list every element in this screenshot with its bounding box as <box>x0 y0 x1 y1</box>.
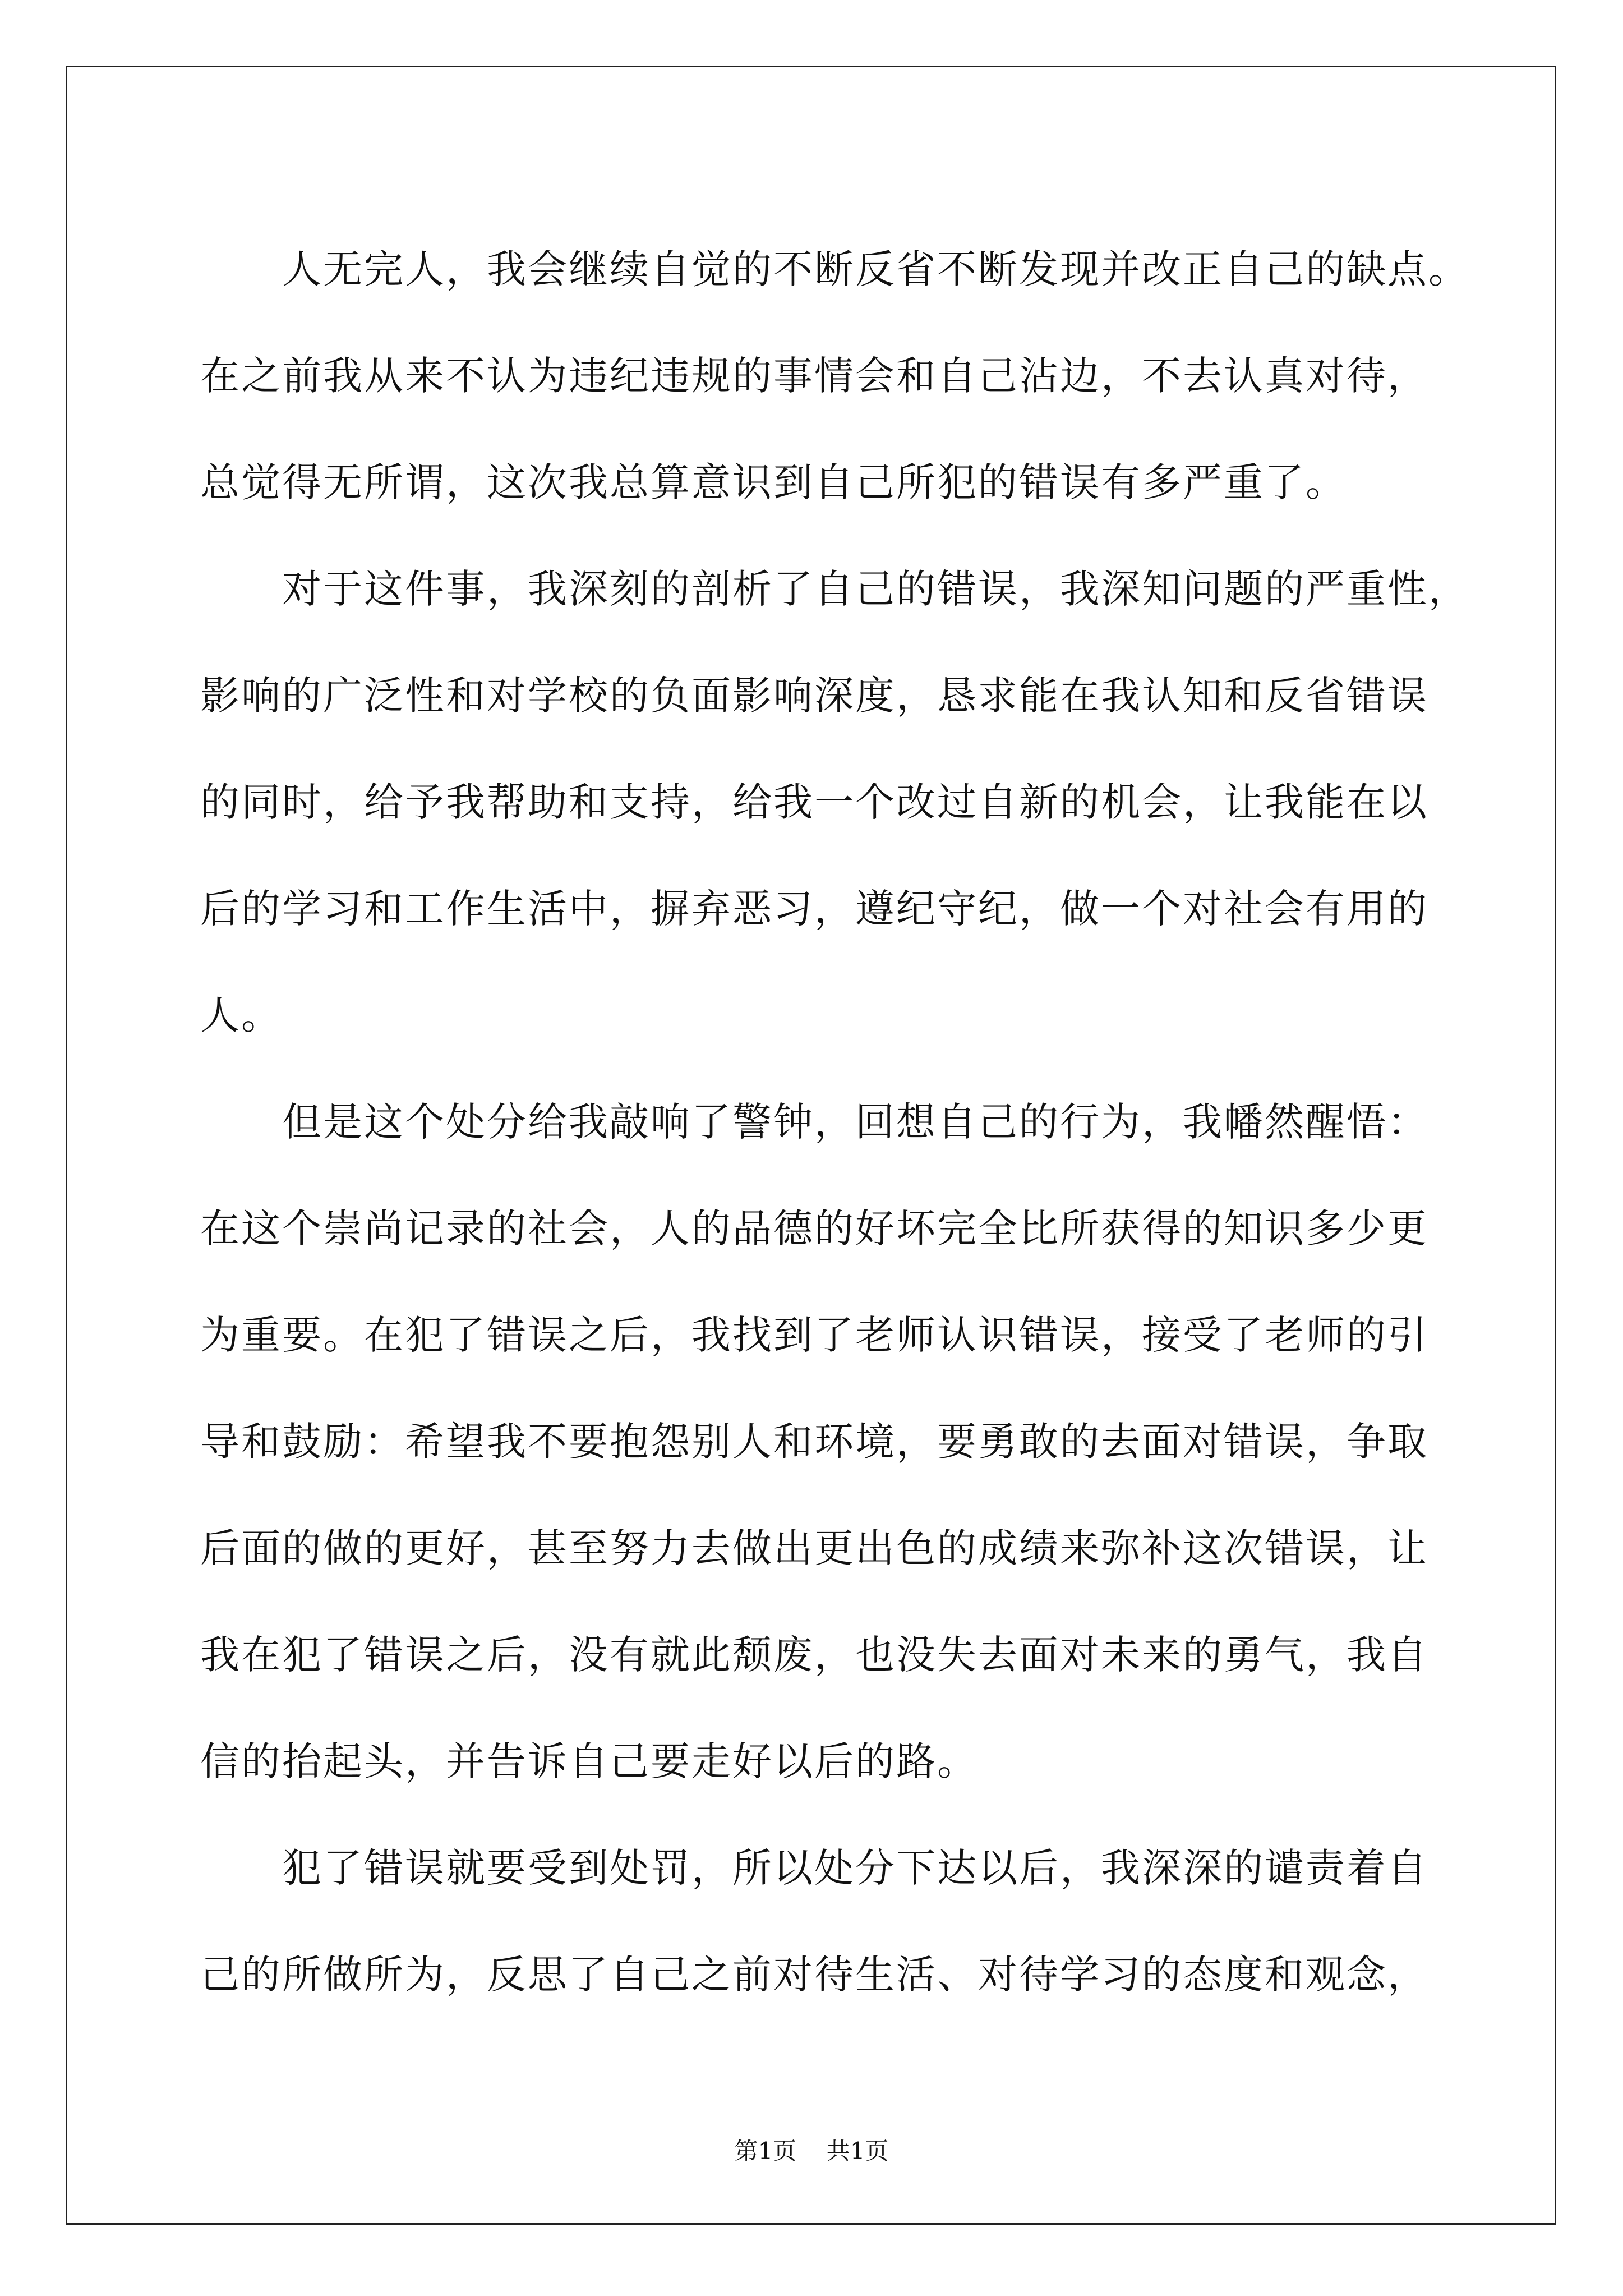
text-line: 后面的做的更好，甚至努力去做出更出色的成绩来弥补这次错误，让 <box>200 1525 1428 1571</box>
text-line: 在之前我从来不认为违纪违规的事情会和自己沾边，不去认真对待， <box>200 353 1428 399</box>
document-body <box>200 216 1469 2028</box>
text-line: 总觉得无所谓，这次我总算意识到自己所犯的错误有多严重了。 <box>200 459 1347 505</box>
text-line: 导和鼓励：希望我不要抱怨别人和环境，要勇敢的去面对错误，争取 <box>200 1419 1428 1465</box>
text-line: 为重要。在犯了错误之后，我找到了老师认识错误，接受了老师的引 <box>200 1312 1428 1358</box>
text-line: 但是这个处分给我敲响了警钟，回想自己的行为，我幡然醒悟： <box>282 1099 1428 1145</box>
text-line: 对于这件事，我深刻的剖析了自己的错误，我深知问题的严重性， <box>282 566 1469 612</box>
text-line: 犯了错误就要受到处罚，所以处分下达以后，我深深的谴责着自 <box>282 1845 1428 1891</box>
text-line: 人。 <box>200 992 282 1038</box>
footer-spacer <box>796 2137 826 2165</box>
text-line: 人无完人，我会继续自觉的不断反省不断发现并改正自己的缺点。 <box>282 246 1469 292</box>
text-line: 后的学习和工作生活中，摒弃恶习，遵纪守纪，做一个对社会有用的 <box>200 886 1428 932</box>
page-number: 第1页 <box>734 2137 797 2165</box>
text-line: 在这个崇尚记录的社会，人的品德的好坏完全比所获得的知识多少更 <box>200 1205 1428 1251</box>
text-line: 己的所做所为，反思了自己之前对待生活、对待学习的态度和观念， <box>200 1952 1428 1998</box>
text-line: 信的抬起头，并告诉自己要走好以后的路。 <box>200 1738 978 1784</box>
text-line: 的同时，给予我帮助和支持，给我一个改过自新的机会，让我能在以 <box>200 779 1428 825</box>
total-pages: 共1页 <box>826 2137 889 2165</box>
page-footer <box>0 2134 1623 2168</box>
text-line: 影响的广泛性和对学校的负面影响深度，恳求能在我认知和反省错误 <box>200 673 1428 719</box>
text-line: 我在犯了错误之后，没有就此颓废，也没失去面对未来的勇气，我自 <box>200 1632 1428 1678</box>
